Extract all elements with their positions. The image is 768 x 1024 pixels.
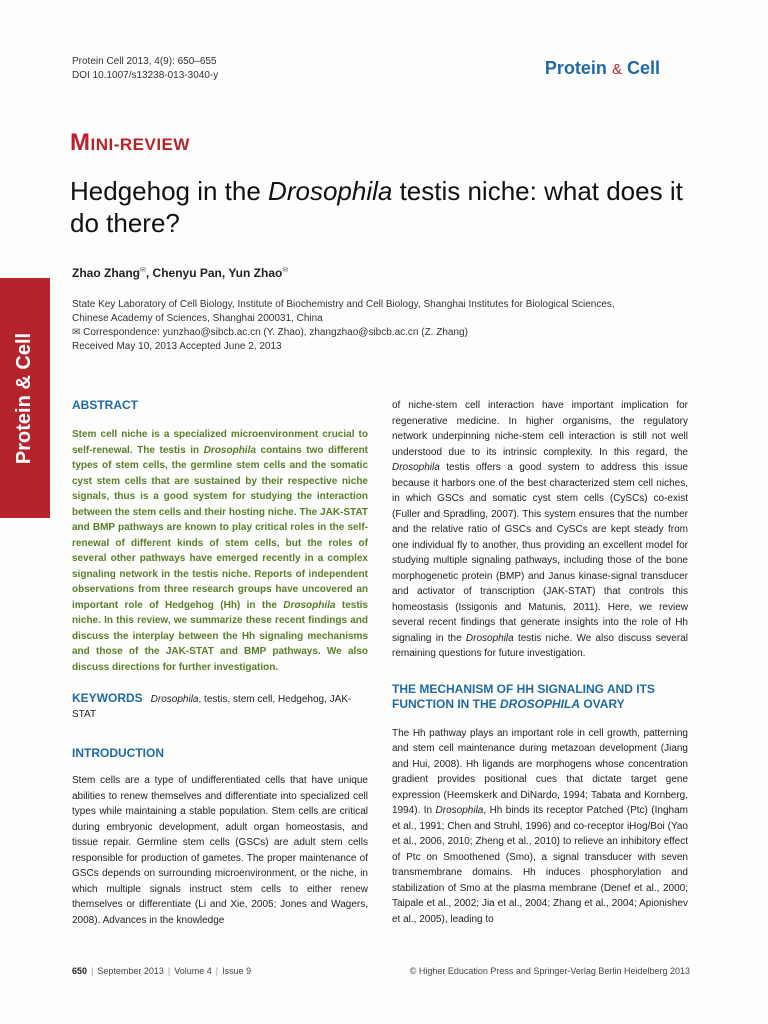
left-column bbox=[72, 398, 368, 928]
abstract-italic: Drosophila bbox=[203, 444, 256, 456]
received-dates: Received May 10, 2013 Accepted June 2, 2013 bbox=[72, 341, 282, 352]
text-seg: testis offers a good system to address this issue because it harbors one of the best characterized stem cell niches, in which GSCs and somatic cyst stem cells (CySCs) co-exist (Fuller and Spradling, 2007). This system ensures that the number and the relative ratio of GSCs and CySCs are kept steady from one individual fly to another, thus providing an excellent model for studying multiple signaling pathways, including those of the bone morphogenetic protein (BMP) and Janus kinase-signal transducer and activator of transcription (JAK-STAT) that controls this homeostasis (Issigonis and Matunis, 2011). Here, we review several recent findings that generate insights into the role of Hh signaling in the bbox=[392, 462, 688, 644]
abstract-seg: Stem cell niche is a specialized microenvironment crucial to self-renewal. The testis in bbox=[72, 429, 368, 456]
article-type-initial: M bbox=[70, 129, 91, 156]
brand-amp: & bbox=[611, 61, 622, 78]
introduction-heading: INTRODUCTION bbox=[72, 746, 164, 760]
affiliation-line: State Key Laboratory of Cell Biology, Institute of Biochemistry and Cell Biology, Shanghai Institutes for Biological Sciences, bbox=[72, 299, 615, 310]
page-footer bbox=[72, 966, 251, 976]
right-column bbox=[392, 398, 688, 927]
text-italic: Drosophila bbox=[392, 462, 440, 473]
keywords-text: , testis, stem cell, Hedgehog, JAK-STAT bbox=[72, 694, 352, 720]
article-type-rest: INI-REVIEW bbox=[90, 135, 190, 154]
title-part1: Hedgehog in the bbox=[70, 176, 269, 206]
heading-italic: DROSOPHILA bbox=[500, 696, 581, 711]
abstract-italic: Drosophila bbox=[283, 599, 336, 611]
keywords bbox=[72, 691, 368, 722]
text-seg: testis niche. We also discuss several remaining questions for future investigation. bbox=[392, 632, 688, 659]
separator: | bbox=[91, 966, 94, 976]
page-number: 650 bbox=[72, 966, 88, 976]
affiliation-block bbox=[72, 298, 692, 354]
abstract-seg: contains two different types of stem cells, the germline stem cells and the somatic cyst stem cells that are sustained by their respective niche signals, thus is a good system for studying the interaction between the stem cells and their hosting niche. The JAK-STAT and BMP pathways are known to play critical roles in the self-renewal of different kinds of stem cells, but the roles of several other pathways have emerged recently in a complex signaling network in the testis niche. Reports of independent observations from three research groups have uncovered an important role of Hedgehog (Hh) in the bbox=[72, 444, 369, 611]
side-tab-label: Protein & Cell bbox=[13, 332, 36, 464]
authors-rest: , Chenyu Pan, Yun Zhao bbox=[145, 266, 283, 280]
copyright: © Higher Education Press and Springer-Verlag Berlin Heidelberg 2013 bbox=[409, 966, 690, 976]
citation: Protein Cell 2013, 4(9): 650–655 bbox=[72, 56, 217, 67]
title-italic: Drosophila bbox=[268, 176, 393, 206]
title-part2: testis niche: what does it do there? bbox=[70, 176, 683, 238]
issue-date: September 2013 bbox=[97, 966, 164, 976]
issue: Issue 9 bbox=[222, 966, 252, 976]
intro-continued bbox=[392, 398, 688, 662]
mail-icon: ✉ bbox=[282, 267, 289, 274]
heading-seg: THE MECHANISM OF HH SIGNALING AND ITS FUNCTION IN THE bbox=[392, 681, 655, 711]
side-journal-tab bbox=[0, 278, 50, 518]
journal-citation-block bbox=[72, 55, 218, 83]
separator: | bbox=[215, 966, 219, 976]
mechanism-text bbox=[392, 726, 688, 928]
text-seg: , Hh binds its receptor Patched (Ptc) (Ingham et al., 1991; Chen and Struhl, 1996) and co-receptor iHog/Boi (Yao et al., 2006, 2010; Zheng et al., 2010) to relieve an inhibitory effect of Ptc on Smoothened (Smo), a signal transducer with seven transmembrane domains. Hh induces phosphorylation and stabilization of Smo at the plasma membrane (Denef et al., 2000; Taipale et al., 2002; Jia et al., 2004; Zhang et al., 2004; Apionishev et al., 2005), leading to bbox=[392, 805, 688, 925]
author-1: Zhao Zhang bbox=[72, 266, 140, 280]
text-italic: Drosophila bbox=[435, 805, 484, 816]
heading-seg: OVARY bbox=[580, 696, 625, 711]
brand-cell: Cell bbox=[626, 58, 660, 78]
author-list bbox=[72, 266, 288, 280]
abstract-heading: ABSTRACT bbox=[72, 398, 138, 412]
abstract-text bbox=[72, 427, 368, 675]
mail-icon: ✉ bbox=[140, 267, 146, 274]
brand-protein: Protein bbox=[544, 58, 607, 78]
doi: DOI 10.1007/s13238-013-3040-y bbox=[72, 70, 219, 81]
mechanism-heading bbox=[392, 682, 688, 712]
abstract-seg: testis niche. In this review, we summarize these recent findings and discuss the interplay between the Hh signaling mechanisms and those of the JAK-STAT and BMP pathways. We also discuss directions for further investigation. bbox=[72, 599, 368, 673]
introduction-text: Stem cells are a type of undifferentiated cells that have unique abilities to renew themselves and differentiate into specialized cell types while maintaining a stable population. Stem cells are critical during embryonic development, adult organ homeostasis, and tissue repair. Germline stem cells (GSCs) are adult stem cells responsible for production of gametes. The proper maintenance of GSCs depends on surrounding microenvironment, or the niche, in which multiple signals instruct stem cells to either renew themselves or differentiate (Li and Xie, 2005; Jones and Wagers, 2008). Advances in the knowledge bbox=[72, 775, 368, 926]
text-italic: Drosophila bbox=[465, 632, 514, 644]
text-seg: The Hh pathway plays an important role in cell growth, patterning and stem cell maintenance during metazoan development (Jiang and Hui, 2008). Hh ligands are morphogens whose concentration gradient provides positional cues that dictate target gene expression (Heemskerk and DiNardo, 1994; Tabata and Kornberg, 1994). In bbox=[392, 727, 688, 816]
volume: Volume 4 bbox=[174, 966, 212, 976]
text-seg: of niche-stem cell interaction have important implication for regenerative medicine. In higher organisms, the regulatory network underpinning niche-stem cell interaction is still not well understood due to its intrinsic complexity. In this regard, the bbox=[392, 400, 688, 458]
article-title bbox=[70, 175, 710, 239]
separator: | bbox=[167, 966, 171, 976]
article-type bbox=[70, 129, 190, 157]
journal-brand-logo bbox=[545, 58, 660, 79]
affiliation-line: Chinese Academy of Sciences, Shanghai 200031, China bbox=[72, 313, 323, 324]
correspondence: ✉ Correspondence: yunzhao@sibcb.ac.cn (Y. Zhao), zhangzhao@sibcb.ac.cn (Z. Zhang) bbox=[72, 327, 468, 338]
keyword-italic: Drosophila bbox=[150, 694, 199, 705]
keywords-label: KEYWORDS bbox=[72, 691, 143, 705]
